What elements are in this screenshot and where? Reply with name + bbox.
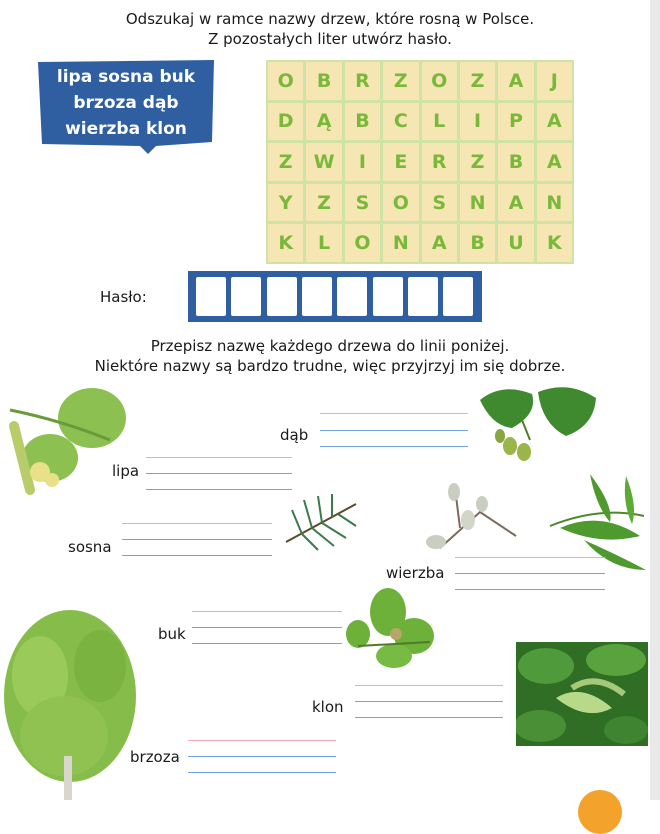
oak-leaves-image	[472, 380, 604, 470]
grid-cell[interactable]: K	[268, 224, 303, 262]
grid-cell[interactable]: R	[345, 62, 380, 100]
grid-cell[interactable]: A	[498, 62, 533, 100]
writing-line-lipa-3[interactable]	[146, 489, 292, 490]
grid-cell[interactable]: W	[306, 143, 341, 181]
grid-cell[interactable]: C	[383, 103, 418, 141]
grid-cell[interactable]: A	[498, 184, 533, 222]
grid-cell[interactable]: B	[460, 224, 495, 262]
writing-line-sosna-2[interactable]	[122, 539, 272, 540]
writing-line-dab-1[interactable]	[320, 413, 468, 414]
tree-label-lipa: lipa	[112, 462, 140, 480]
grid-cell[interactable]: L	[422, 103, 457, 141]
linden-leaves-image	[0, 380, 130, 510]
grid-cell[interactable]: N	[383, 224, 418, 262]
pine-branch-image	[282, 490, 362, 554]
writing-line-klon-3[interactable]	[355, 717, 503, 718]
instruction2-line-2: Niektóre nazwy są bardzo trudne, więc przyjrzyj im się dobrze.	[94, 357, 566, 375]
tree-label-wierzba: wierzba	[386, 564, 445, 582]
beech-leaves-image	[344, 586, 440, 670]
haslo-letter-box[interactable]	[337, 277, 367, 316]
grid-cell[interactable]: R	[422, 143, 457, 181]
grid-cell[interactable]: A	[537, 143, 572, 181]
writing-line-buk-1[interactable]	[192, 611, 342, 612]
writing-line-lipa-1[interactable]	[146, 457, 292, 458]
grid-cell[interactable]: Z	[460, 143, 495, 181]
grid-cell[interactable]: B	[345, 103, 380, 141]
grid-cell[interactable]: Z	[383, 62, 418, 100]
tree-label-dab: dąb	[280, 426, 309, 444]
tree-label-sosna: sosna	[68, 538, 112, 556]
grid-cell[interactable]: Z	[306, 184, 341, 222]
writing-line-brzoza-2[interactable]	[188, 756, 336, 757]
page-corner-badge	[578, 790, 622, 834]
grid-cell[interactable]: A	[422, 224, 457, 262]
writing-line-sosna-1[interactable]	[122, 523, 272, 524]
grid-cell[interactable]: N	[460, 184, 495, 222]
grid-cell[interactable]: N	[537, 184, 572, 222]
writing-line-klon-2[interactable]	[355, 701, 503, 702]
grid-cell[interactable]: O	[383, 184, 418, 222]
grid-cell[interactable]: K	[537, 224, 572, 262]
word-list-banner	[36, 60, 216, 154]
grid-cell[interactable]: O	[268, 62, 303, 100]
haslo-letter-box[interactable]	[302, 277, 332, 316]
word-search-grid	[266, 60, 574, 264]
grid-cell[interactable]: P	[498, 103, 533, 141]
haslo-letter-box[interactable]	[196, 277, 226, 316]
maple-leaves-photo	[516, 642, 648, 746]
page-edge	[650, 0, 660, 800]
grid-cell[interactable]: Ą	[306, 103, 341, 141]
grid-cell[interactable]: J	[537, 62, 572, 100]
grid-cell[interactable]: Y	[268, 184, 303, 222]
grid-cell[interactable]: I	[460, 103, 495, 141]
grid-cell[interactable]: S	[345, 184, 380, 222]
willow-catkins-image	[420, 476, 524, 558]
tree-label-brzoza: brzoza	[130, 748, 180, 766]
writing-line-buk-3[interactable]	[192, 643, 342, 644]
writing-line-dab-3[interactable]	[320, 446, 468, 447]
grid-cell[interactable]: D	[268, 103, 303, 141]
writing-line-brzoza-1[interactable]	[188, 740, 336, 741]
banner-line-3: wierzba klon	[65, 119, 187, 139]
writing-line-brzoza-3[interactable]	[188, 772, 336, 773]
tree-label-buk: buk	[158, 625, 186, 643]
grid-cell[interactable]: B	[306, 62, 341, 100]
writing-line-sosna-3[interactable]	[122, 555, 272, 556]
haslo-answer-box	[188, 271, 482, 322]
haslo-letter-box[interactable]	[267, 277, 297, 316]
grid-cell[interactable]: U	[498, 224, 533, 262]
writing-line-dab-2[interactable]	[320, 430, 468, 431]
writing-line-lipa-2[interactable]	[146, 473, 292, 474]
writing-line-wierzba-1[interactable]	[455, 557, 605, 558]
haslo-letter-box[interactable]	[443, 277, 473, 316]
grid-cell[interactable]: O	[422, 62, 457, 100]
grid-cell[interactable]: E	[383, 143, 418, 181]
writing-line-klon-1[interactable]	[355, 685, 503, 686]
instruction-line-1: Odszukaj w ramce nazwy drzew, które rosną w Polsce.	[125, 10, 535, 28]
grid-cell[interactable]: A	[537, 103, 572, 141]
haslo-letter-box[interactable]	[373, 277, 403, 316]
haslo-label: Hasło:	[100, 288, 147, 306]
banner-line-1: lipa sosna buk	[56, 67, 196, 87]
writing-line-wierzba-3[interactable]	[455, 589, 605, 590]
willow-leaves-image	[540, 466, 650, 576]
birch-tree-image	[0, 606, 140, 800]
grid-cell[interactable]: B	[498, 143, 533, 181]
haslo-letter-box[interactable]	[408, 277, 438, 316]
banner-line-2: brzoza dąb	[73, 93, 179, 113]
writing-line-buk-2[interactable]	[192, 627, 342, 628]
writing-line-wierzba-2[interactable]	[455, 573, 605, 574]
grid-cell[interactable]: Z	[460, 62, 495, 100]
haslo-letter-box[interactable]	[231, 277, 261, 316]
grid-cell[interactable]: I	[345, 143, 380, 181]
grid-cell[interactable]: S	[422, 184, 457, 222]
grid-cell[interactable]: O	[345, 224, 380, 262]
grid-cell[interactable]: Z	[268, 143, 303, 181]
instruction-line-2: Z pozostałych liter utwórz hasło.	[208, 30, 452, 48]
instruction2-line-1: Przepisz nazwę każdego drzewa do linii poniżej.	[150, 337, 510, 355]
tree-label-klon: klon	[312, 698, 344, 716]
grid-cell[interactable]: L	[306, 224, 341, 262]
